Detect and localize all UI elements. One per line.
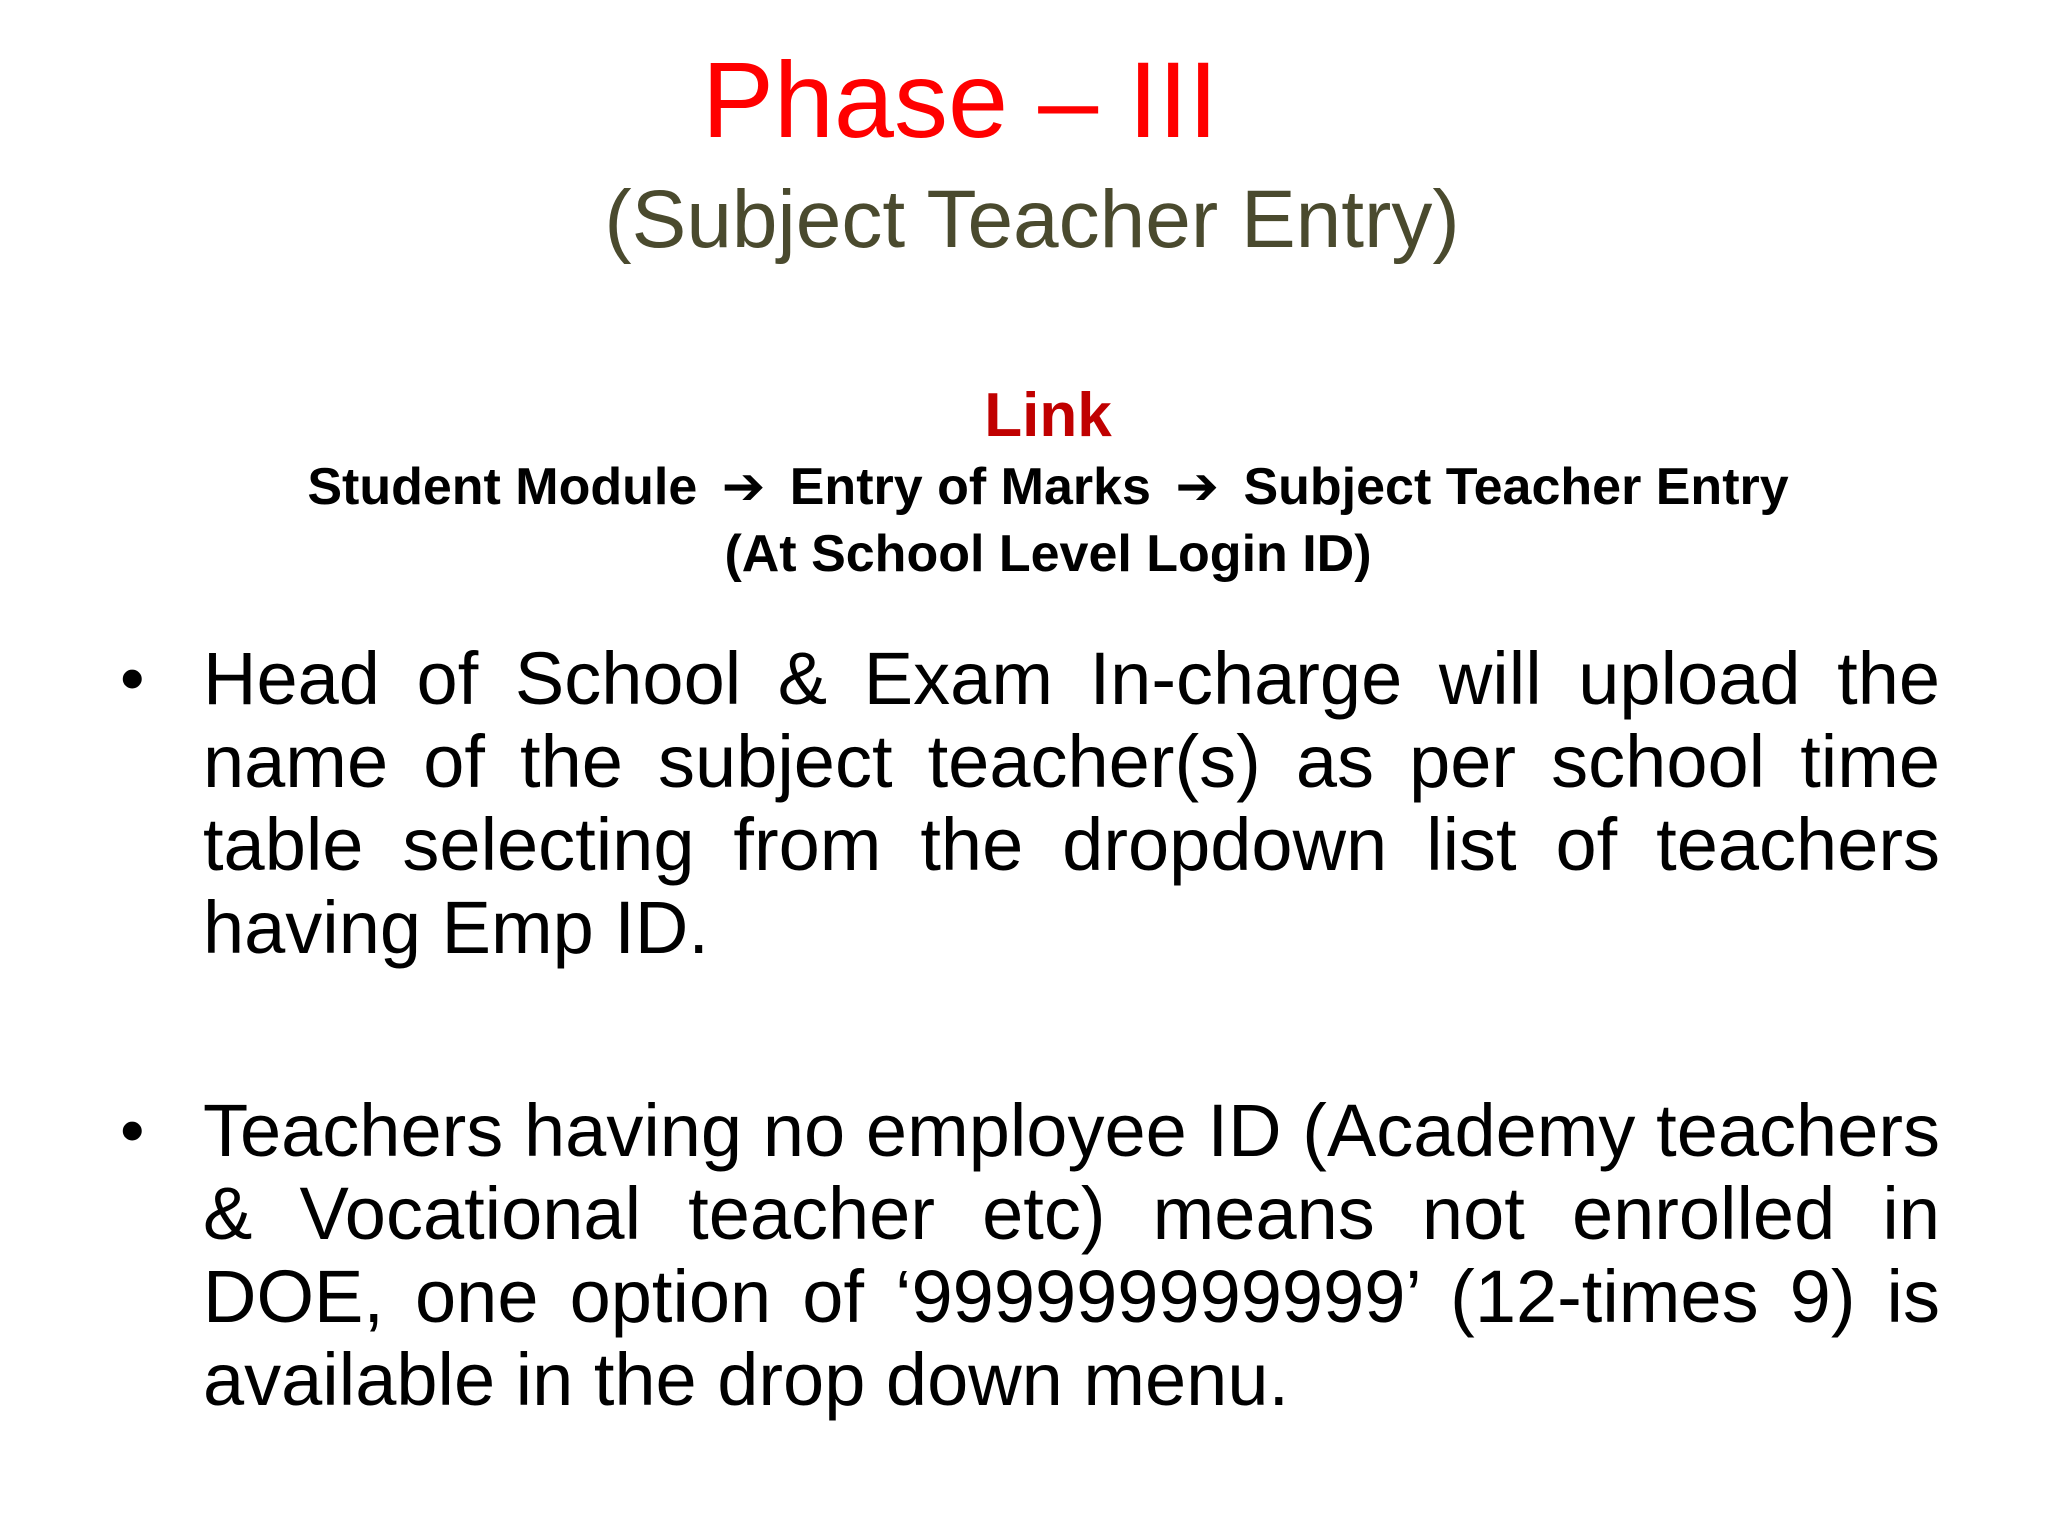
navigation-path: [0, 454, 2048, 520]
slide-title: Phase – III: [701, 39, 1219, 160]
link-heading: Link: [984, 381, 1112, 450]
bullet-item: [120, 637, 1940, 969]
bullet-text: Teachers having no employee ID (Academy teachers & Vocational teacher etc) means not enrolled in DOE, one option of ‘999999999999’ (12-times 9) is available in the drop down menu.: [203, 1089, 1940, 1421]
slide-subtitle: (Subject Teacher Entry): [604, 174, 1460, 265]
path-step-student-module: Student Module: [307, 458, 698, 516]
path-step-entry-of-marks: Entry of Marks: [789, 458, 1151, 516]
bullet-text: Head of School & Exam In-charge will upload the name of the subject teacher(s) as per school time table selecting from the dropdown list of teachers having Emp ID.: [203, 637, 1940, 969]
bullet-item: [120, 1089, 1940, 1421]
bullet-dot-icon: •: [120, 639, 145, 717]
bullet-dot-icon: •: [120, 1091, 145, 1169]
arrow-right-icon: ➔: [1175, 458, 1219, 516]
path-step-subject-teacher-entry: Subject Teacher Entry: [1243, 458, 1789, 516]
login-note: (At School Level Login ID): [724, 525, 1372, 583]
arrow-right-icon: ➔: [721, 458, 766, 516]
link-section: [0, 378, 2048, 588]
